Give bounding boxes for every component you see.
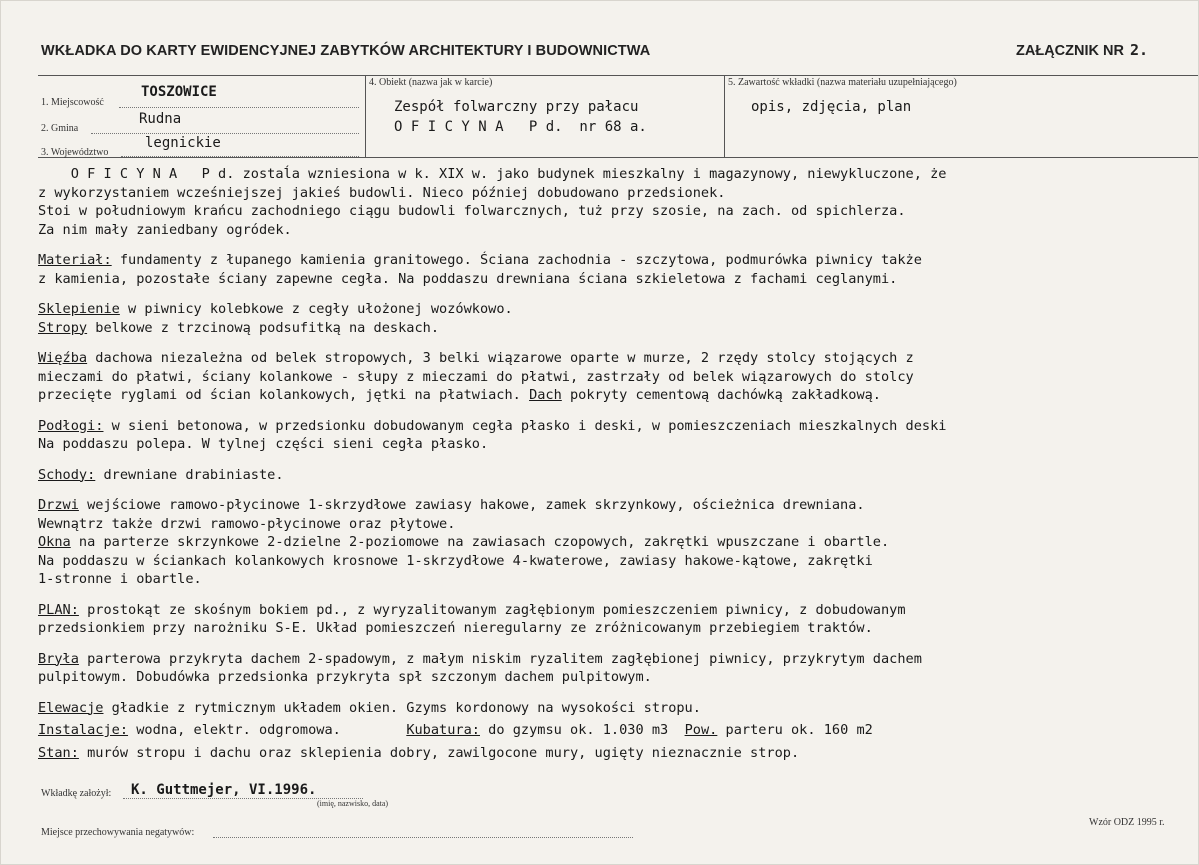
text-line: Na poddaszu w ściankach kolankowych krosnowe 1-skrzydłowe 4-kwaterowe, zawiasy hakowe-kątowe, zakrętki	[38, 552, 873, 569]
wojewodztwo-label: 3. Województwo	[41, 147, 109, 158]
text-line: na parterze skrzynkowe 2-dzielne 2-poziomowe na zawiasach czopowych, zakrętki wpuszczane i obartle.	[70, 534, 890, 550]
text-line: z kamienia, pozostałe ściany zapewne cegła. Na poddaszu drewniana ściana szkieletowa z fachami ceglanymi.	[38, 270, 898, 287]
paragraph-floors	[38, 417, 1198, 454]
section-label: Materiał:	[38, 252, 112, 268]
section-label: Elewacje	[38, 699, 104, 716]
obiekt-label: 4. Obiekt (nazwa jak w karcie)	[369, 77, 493, 88]
zawartosc-label: 5. Zawartość wkładki (nazwa materiału uzupełniającego)	[728, 77, 957, 88]
miejscowosc-label: 1. Miejscowość	[41, 97, 104, 108]
section-label: Okna	[38, 534, 71, 550]
text-line: Na poddaszu polepa. W tylnej części sieni cegła płasko.	[38, 436, 489, 452]
text-line: w sieni betonowa, w przedsionku dobudowanym cegła płasko i deski, w pomieszczeniach mieszkalnych deski	[103, 417, 947, 434]
text-line: wejściowe ramowo-płycinowe 1-skrzydłowe zawiasy hakowe, zamek skrzynkowy, ościeżnica drewniana.	[78, 497, 865, 513]
author-label: Wkładkę założył:	[41, 788, 112, 799]
section-label: Stan:	[38, 744, 79, 761]
section-label: Stropy	[38, 319, 88, 336]
negatives-line	[213, 837, 633, 838]
text-line: przedsionkiem przy narożniku S-E. Układ pomieszczeń nieregularny ze zróżnicowanym przebiegiem traktów.	[38, 620, 873, 636]
miejscowosc-line	[119, 107, 359, 108]
text-line: drewniane drabiniaste.	[95, 466, 284, 483]
text-line: fundamenty z łupanego kamienia granitowego. Ściana zachodnia - szczytowa, podmurówka piwnicy także	[111, 252, 922, 268]
section-label: Podłogi:	[38, 417, 104, 434]
header-bottom-rule	[38, 157, 1198, 158]
divider-right	[724, 75, 725, 157]
paragraph-material	[38, 251, 1198, 288]
text-line: O F I C Y N A P d. zostaĺa wzniesiona w k. XIX w. jako budynek mieszkalny i magazynowy, niewykluczone, że	[38, 166, 947, 182]
text-line: prostokąt ze skośnym bokiem pd., z wyryzalitowanym zagłębionym pomieszczeniem piwnicy, z dobudowanym	[78, 601, 906, 618]
section-label: Drzwi	[38, 497, 79, 513]
text-line: parterowa przykryta dachem 2-spadowym, z małym niskim ryzalitem zagłębionej piwnicy, przykrytym dachem	[78, 650, 922, 667]
obiekt-line-1: Zespół folwarczny przy pałacu	[394, 99, 639, 115]
text-line: z wykorzystaniem wcześniejszej jakieś budowli. Nieco później dobudowano przedsionek.	[38, 184, 726, 201]
negatives-label: Miejsce przechowywania negatywów:	[41, 827, 195, 838]
wojewodztwo-line	[121, 156, 359, 157]
text-line: belkowe z trzcinową podsufitką na deskach.	[87, 319, 440, 336]
section-label: Więźba	[38, 350, 88, 366]
zawartosc-value: opis, zdjęcia, plan	[751, 99, 912, 115]
annex-value: 2.	[1129, 41, 1148, 59]
header-top-rule	[38, 75, 1198, 76]
section-label: Instalacje:	[38, 722, 129, 738]
gmina-label: 2. Gmina	[41, 123, 79, 134]
description-body	[38, 165, 1198, 774]
section-label: Schody:	[38, 466, 96, 483]
annex-label: ZAŁĄCZNIK NR	[1016, 43, 1124, 59]
text-line: dachowa niezależna od belek stropowych, 3 belki wiązarowe oparte w murze, 2 rzędy stolcy stojących z	[87, 350, 914, 366]
text-line: pokryty cementową dachówką zakładkową.	[561, 387, 881, 403]
text-line: Wewnątrz także drzwi ramowo-płycinowe oraz płytowe.	[38, 515, 456, 532]
paragraph-condition	[38, 744, 1198, 763]
paragraph-intro	[38, 165, 1198, 239]
text-line: 1-stronne i obartle.	[38, 571, 202, 587]
paragraph-vaults	[38, 300, 1198, 337]
text-line: do gzymsu ok. 1.030 m3	[479, 722, 685, 738]
text-line: mieczami do płatwi, ściany kolankowe - słupy z mieczami do płatwi, zastrzały od belek wiązarowych do stolcy	[38, 368, 914, 385]
form-version: Wzór ODZ 1995 r.	[1089, 817, 1165, 828]
text-line: gładkie z rytmicznym układem okien. Gzyms kordonowy na wysokości stropu.	[103, 699, 701, 716]
text-line: w piwnicy kolebkowe z cegły ułożonej wozówkowo.	[119, 301, 513, 317]
paragraph-doors-windows	[38, 496, 1198, 589]
author-value: K. Guttmejer, VI.1996.	[131, 782, 317, 798]
miejscowosc-value: TOSZOWICE	[141, 84, 217, 100]
text-line: Za nim mały zaniedbany ogródek.	[38, 221, 292, 238]
author-hint: (imię, nazwisko, data)	[317, 799, 389, 808]
text-line: wodna, elektr. odgromowa.	[128, 722, 341, 738]
section-label: Pow.	[684, 722, 718, 738]
text-line: murów stropu i dachu oraz sklepienia dobry, zawilgocone mury, ugięty nieznacznie strop.	[78, 744, 800, 761]
annex-number	[1016, 41, 1148, 59]
section-label: Bryła	[38, 650, 79, 667]
text-line: przecięte ryglami od ścian kolankowych, jętki na płatwiach.	[38, 387, 530, 403]
paragraph-plan	[38, 601, 1198, 638]
paragraph-stairs	[38, 466, 1198, 485]
paragraph-body-mass	[38, 650, 1198, 687]
paragraph-truss	[38, 349, 1198, 405]
section-label: PLAN:	[38, 601, 79, 618]
section-label: Kubatura:	[406, 722, 480, 738]
section-label: Dach	[529, 387, 562, 403]
obiekt-line-2: O F I C Y N A P d. nr 68 a.	[394, 119, 647, 135]
text-line: pulpitowym. Dobudówka przedsionka przykryta spł szczonym dachem pulpitowym.	[38, 669, 652, 685]
gmina-value: Rudna	[139, 111, 182, 127]
paragraph-elevations	[38, 699, 1198, 718]
text-line: parteru ok. 160 m2	[717, 722, 873, 738]
wojewodztwo-value: legnickie	[145, 135, 221, 151]
section-label: Sklepienie	[38, 301, 120, 317]
divider-left	[365, 75, 366, 157]
paragraph-installations	[38, 721, 1198, 740]
text-line: Stoi w południowym krańcu zachodniego ciągu budowli folwarcznych, tuż przy szosie, na zach. od spichlerza.	[38, 203, 906, 219]
card-title: WKŁADKA DO KARTY EWIDENCYJNEJ ZABYTKÓW ARCHITEKTURY I BUDOWNICTWA	[41, 43, 651, 59]
gmina-line	[91, 133, 359, 134]
